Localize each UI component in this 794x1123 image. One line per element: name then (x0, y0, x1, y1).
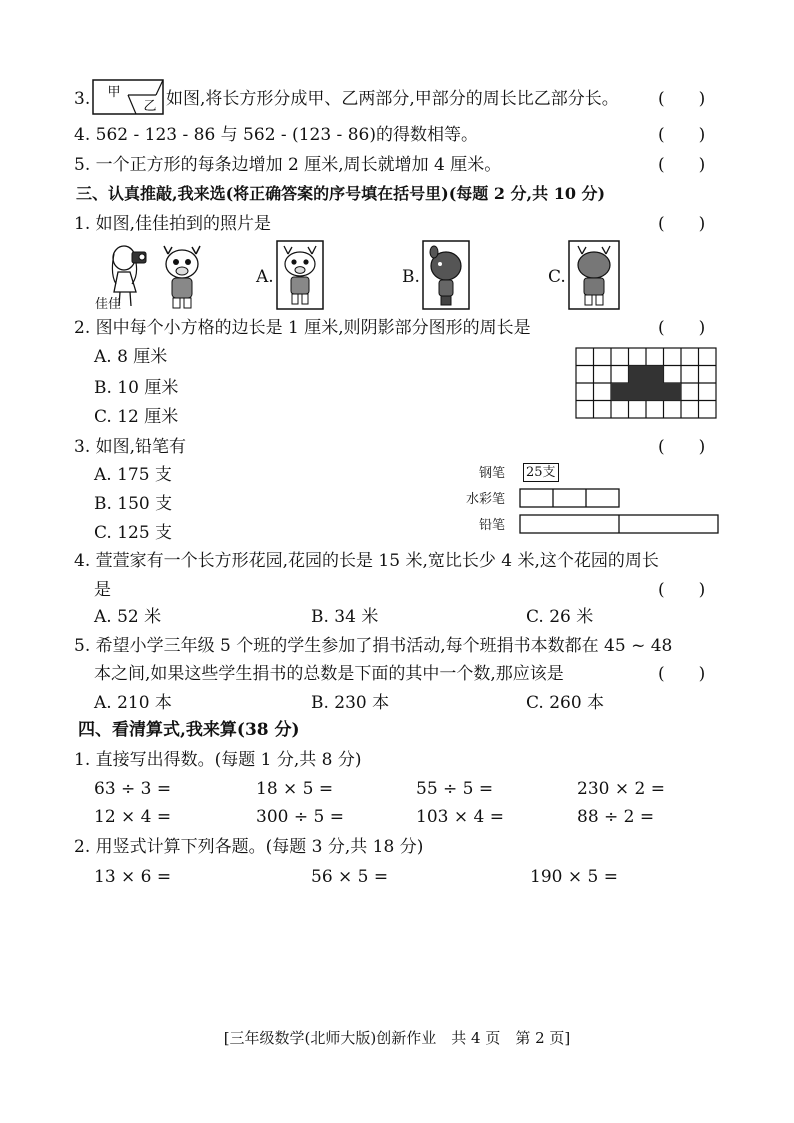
s3-q2-option-b: B. 10 厘米 (94, 378, 179, 398)
rectangle-split-diagram (92, 79, 164, 115)
judge-q4: 4. 562 - 123 - 86 与 562 - (123 - 86)的得数相等。 (74, 125, 478, 145)
s3-q2-option-c: C. 12 厘米 (94, 407, 179, 427)
gangbi-bar: 25支 (523, 463, 559, 482)
s3-q4-option-c: C. 26 米 (526, 607, 594, 627)
shuicaibi-bar (519, 488, 621, 510)
s3-q4-option-b: B. 34 米 (311, 607, 379, 627)
qianbi-bar (519, 514, 721, 536)
calc-item: 230 × 2 = (577, 779, 665, 799)
shaded-region (611, 366, 681, 401)
s3-q1-option-a: A. (256, 267, 274, 287)
person-label-jiajia: 佳佳 (95, 297, 122, 312)
s3-q5-stem-line1: 5. 希望小学三年级 5 个班的学生参加了捐书活动,每个班捐书本数都在 45 ~ 48 (74, 636, 673, 656)
photo-option-b-side[interactable] (422, 240, 470, 310)
s3-q5-option-c: C. 260 本 (526, 693, 605, 713)
vertical-calc-item: 56 × 5 = (311, 867, 389, 887)
s3-q1-option-b: B. (402, 267, 420, 287)
s3-q3-option-b: B. 150 支 (94, 494, 173, 514)
answer-blank[interactable]: ( ) (658, 125, 706, 145)
s4-q1-title: 1. 直接写出得数。(每题 1 分,共 8 分) (74, 750, 362, 770)
s3-q2-option-a: A. 8 厘米 (94, 347, 168, 367)
diagram-label-jia: 甲 (107, 85, 121, 100)
judge-q3-number: 3. (74, 89, 91, 109)
s3-q1-stem: 1. 如图,佳佳拍到的照片是 (74, 214, 272, 234)
calc-item: 300 ÷ 5 = (256, 807, 344, 827)
s3-q5-option-b: B. 230 本 (311, 693, 390, 713)
label-shuicaibi: 水彩笔 (466, 492, 506, 507)
vertical-calc-item: 13 × 6 = (94, 867, 172, 887)
calc-item: 63 ÷ 3 = (94, 779, 172, 799)
photo-option-a-front[interactable] (276, 240, 324, 310)
s3-q4-stem-line1: 4. 萱萱家有一个长方形花园,花园的长是 15 米,宽比长少 4 米,这个花园的周长 (74, 551, 659, 571)
deer-mascot-icon (160, 244, 204, 310)
s3-q1-option-c: C. (548, 267, 566, 287)
s4-q2-title: 2. 用竖式计算下列各题。(每题 3 分,共 18 分) (74, 837, 424, 857)
answer-blank[interactable]: ( ) (658, 664, 706, 684)
calc-item: 55 ÷ 5 = (416, 779, 494, 799)
s3-q3-option-c: C. 125 支 (94, 523, 173, 543)
diagram-label-yi: 乙 (143, 99, 157, 114)
section-3-title: 三、认真推敲,我来选(将正确答案的序号填在括号里)(每题 2 分,共 10 分) (76, 184, 606, 203)
calc-item: 18 × 5 = (256, 779, 334, 799)
calc-item: 12 × 4 = (94, 807, 172, 827)
label-gangbi: 钢笔 (479, 466, 506, 481)
calc-item: 88 ÷ 2 = (577, 807, 655, 827)
s3-q5-option-a: A. 210 本 (94, 693, 172, 713)
s3-q3-stem: 3. 如图,铅笔有 (74, 437, 187, 457)
s3-q4-stem-line2: 是 (94, 580, 111, 600)
answer-blank[interactable]: ( ) (658, 318, 706, 338)
s3-q2-stem: 2. 图中每个小方格的边长是 1 厘米,则阴影部分图形的周长是 (74, 318, 531, 338)
answer-blank[interactable]: ( ) (658, 89, 706, 109)
s3-q3-option-a: A. 175 支 (94, 465, 172, 485)
judge-q5: 5. 一个正方形的每条边增加 2 厘米,周长就增加 4 厘米。 (74, 155, 502, 175)
label-qianbi: 铅笔 (479, 518, 506, 533)
answer-blank[interactable]: ( ) (658, 437, 706, 457)
answer-blank[interactable]: ( ) (658, 155, 706, 175)
answer-blank[interactable]: ( ) (658, 580, 706, 600)
calc-item: 103 × 4 = (416, 807, 504, 827)
answer-blank[interactable]: ( ) (658, 214, 706, 234)
grid-shaded-figure (575, 347, 719, 421)
s3-q4-option-a: A. 52 米 (94, 607, 162, 627)
judge-q3-text: 如图,将长方形分成甲、乙两部分,甲部分的周长比乙部分长。 (166, 89, 619, 109)
s3-q5-stem-line2: 本之间,如果这些学生捐书的总数是下面的其中一个数,那应该是 (94, 664, 564, 684)
page-footer: [三年级数学(北师大版)创新作业 共 4 页 第 2 页] (223, 1029, 571, 1047)
vertical-calc-item: 190 × 5 = (530, 867, 618, 887)
photo-option-c-back[interactable] (568, 240, 620, 310)
section-4-title: 四、看清算式,我来算(38 分) (78, 720, 300, 740)
